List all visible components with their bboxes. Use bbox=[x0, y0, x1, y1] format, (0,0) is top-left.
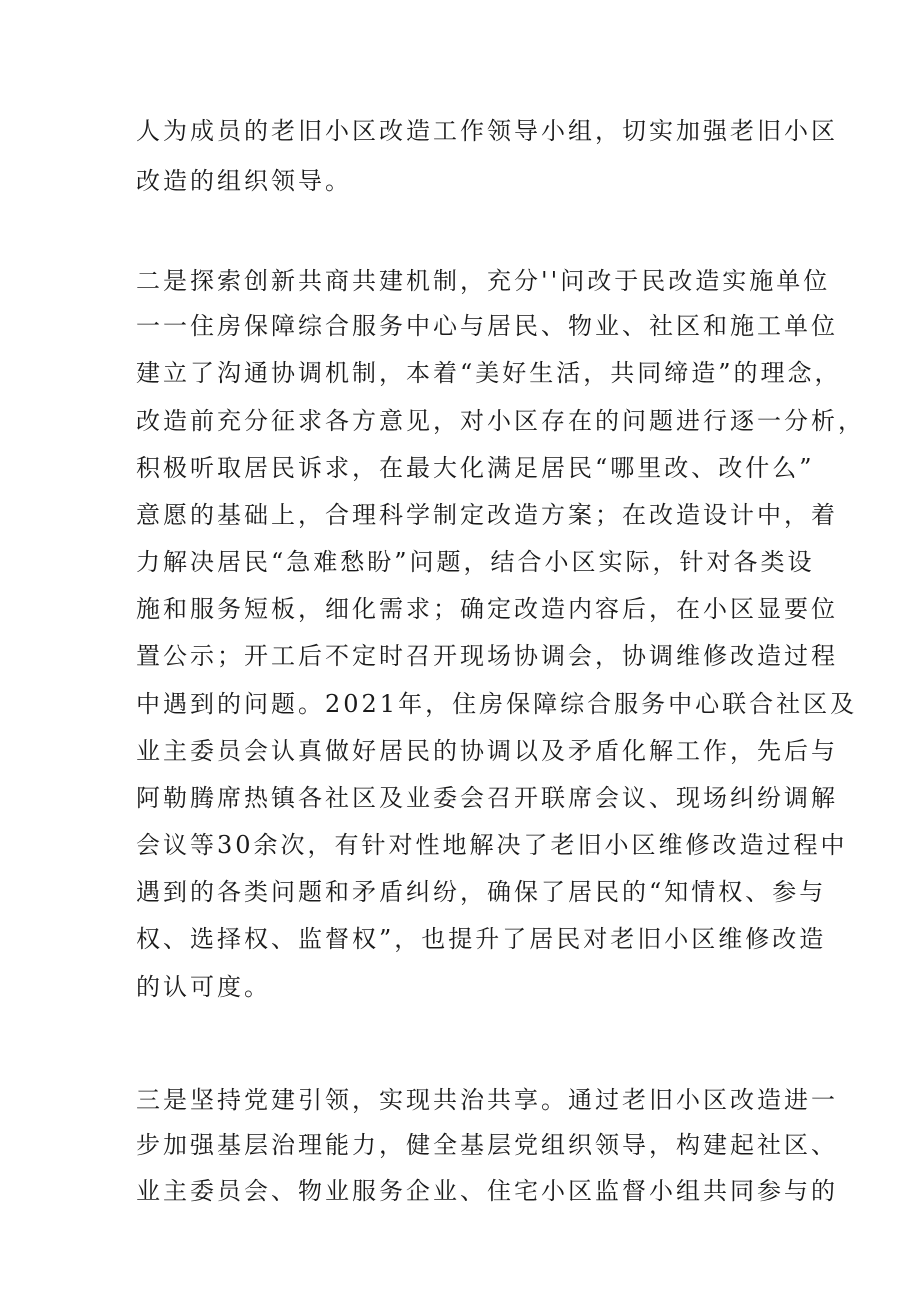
text-line: 一一住房保障综合服务中心与居民、物业、社区和施工单位 bbox=[136, 312, 838, 340]
text-line: 中遇到的问题。2021年，住房保障综合服务中心联合社区及 bbox=[136, 690, 858, 718]
text-line: 三是坚持党建引领，实现共治共享。通过老旧小区改造进一 bbox=[136, 1086, 838, 1114]
text-line: 步加强基层治理能力，健全基层党组织领导，构建起社区、 bbox=[136, 1131, 838, 1159]
text-line: 施和服务短板，细化需求；确定改造内容后，在小区显要位 bbox=[136, 595, 838, 623]
text-line: 遇到的各类问题和矛盾纠纷，确保了居民的“知情权、参与 bbox=[136, 878, 827, 906]
text-line: 置公示；开工后不定时召开现场协调会，协调维修改造过程 bbox=[136, 642, 838, 670]
text-line: 人为成员的老旧小区改造工作领导小组，切实加强老旧小区 bbox=[136, 117, 838, 145]
text-line: 阿勒腾席热镇各社区及业委会召开联席会议、现场纠纷调解 bbox=[136, 784, 838, 812]
text-line: 会议等30余次，有针对性地解决了老旧小区维修改造过程中 bbox=[136, 831, 848, 859]
text-line: 改造的组织领导。 bbox=[136, 167, 352, 195]
text-line: 力解决居民“急难愁盼”问题，结合小区实际，针对各类设 bbox=[136, 548, 815, 576]
text-line: 权、选择权、监督权”，也提升了居民对老旧小区维修改造 bbox=[136, 925, 827, 953]
text-line: 建立了沟通协调机制，本着“美好生活，共同缔造”的理念， bbox=[136, 359, 842, 387]
text-line: 二是探索创新共商共建机制，充分''问改于民改造实施单位 bbox=[136, 267, 831, 295]
text-line: 意愿的基础上，合理科学制定改造方案；在改造设计中，着 bbox=[136, 501, 838, 529]
text-line: 的认可度。 bbox=[136, 973, 271, 1001]
text-line: 改造前充分征求各方意见，对小区存在的问题进行逐一分析， bbox=[136, 407, 865, 435]
text-line: 业主委员会、物业服务企业、住宅小区监督小组共同参与的 bbox=[136, 1177, 838, 1205]
text-line: 积极听取居民诉求，在最大化满足居民“哪里改、改什么” bbox=[136, 454, 815, 482]
text-line: 业主委员会认真做好居民的协调以及矛盾化解工作，先后与 bbox=[136, 737, 838, 765]
